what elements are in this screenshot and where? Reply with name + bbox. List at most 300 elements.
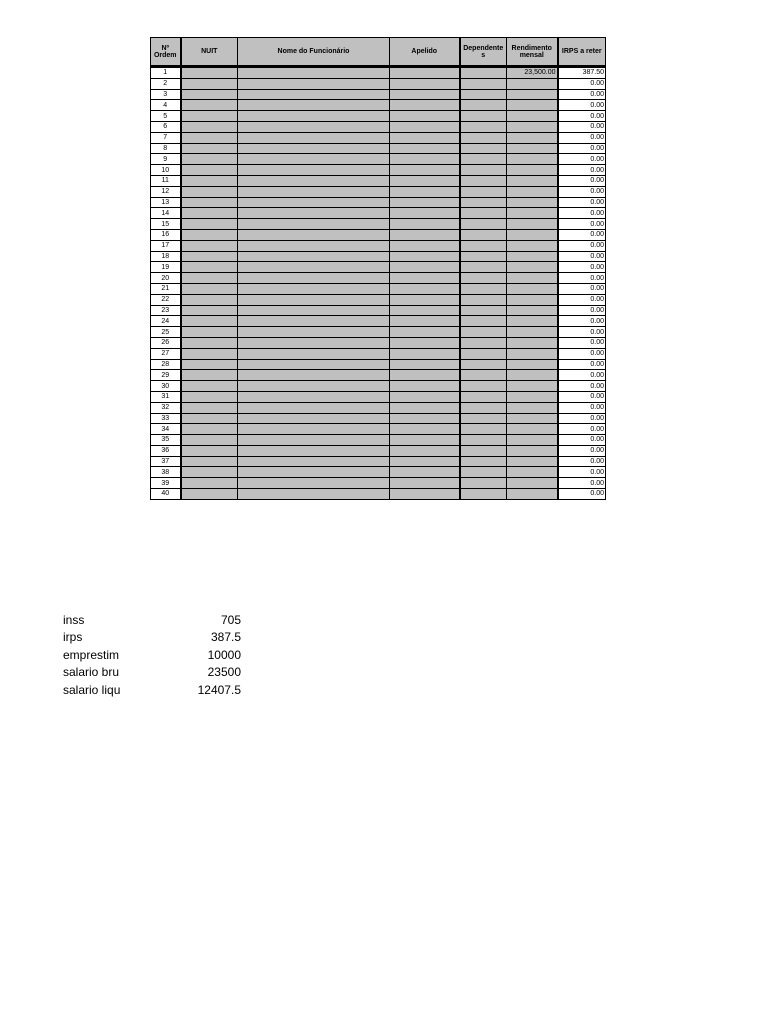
cell-apelido[interactable] — [390, 67, 460, 79]
cell-ordem: 38 — [151, 467, 181, 478]
cell-nome[interactable] — [238, 348, 390, 359]
cell-rendimento[interactable] — [507, 337, 558, 348]
cell-ordem: 23 — [151, 305, 181, 316]
cell-ordem: 19 — [151, 262, 181, 273]
cell-nuit[interactable] — [181, 197, 238, 208]
cell-apelido[interactable] — [390, 489, 460, 500]
cell-rendimento[interactable] — [507, 121, 558, 132]
cell-dependentes[interactable] — [460, 197, 507, 208]
cell-apelido[interactable] — [390, 240, 460, 251]
table-row — [151, 370, 606, 381]
cell-nuit[interactable] — [181, 154, 238, 165]
cell-nuit[interactable] — [181, 478, 238, 489]
cell-dependentes[interactable] — [460, 445, 507, 456]
cell-nome[interactable] — [238, 294, 390, 305]
cell-irps: 0.00 — [558, 435, 606, 446]
table-row — [151, 445, 606, 456]
cell-irps: 0.00 — [558, 467, 606, 478]
cell-nome[interactable] — [238, 165, 390, 176]
cell-ordem: 34 — [151, 424, 181, 435]
cell-nuit[interactable] — [181, 305, 238, 316]
cell-nuit[interactable] — [181, 445, 238, 456]
summary-row — [63, 629, 241, 647]
col-header-nome: Nome do Funcionário — [238, 38, 390, 67]
cell-nome[interactable] — [238, 337, 390, 348]
cell-dependentes[interactable] — [460, 251, 507, 262]
cell-nuit[interactable] — [181, 467, 238, 478]
cell-nuit[interactable] — [181, 229, 238, 240]
cell-nuit[interactable] — [181, 219, 238, 230]
cell-apelido[interactable] — [390, 121, 460, 132]
cell-dependentes[interactable] — [460, 316, 507, 327]
cell-nome[interactable] — [238, 251, 390, 262]
cell-dependentes[interactable] — [460, 219, 507, 230]
cell-irps: 0.00 — [558, 294, 606, 305]
cell-irps: 0.00 — [558, 424, 606, 435]
cell-irps: 0.00 — [558, 456, 606, 467]
table-row — [151, 316, 606, 327]
cell-nuit[interactable] — [181, 489, 238, 500]
cell-irps: 0.00 — [558, 240, 606, 251]
cell-ordem: 11 — [151, 175, 181, 186]
cell-nuit[interactable] — [181, 348, 238, 359]
table-row — [151, 391, 606, 402]
cell-ordem: 17 — [151, 240, 181, 251]
cell-irps: 0.00 — [558, 165, 606, 176]
table-row — [151, 348, 606, 359]
cell-nome[interactable] — [238, 391, 390, 402]
cell-nuit[interactable] — [181, 370, 238, 381]
cell-apelido[interactable] — [390, 337, 460, 348]
cell-nuit[interactable] — [181, 413, 238, 424]
cell-nuit[interactable] — [181, 165, 238, 176]
cell-irps: 0.00 — [558, 121, 606, 132]
cell-nuit[interactable] — [181, 240, 238, 251]
cell-irps: 0.00 — [558, 100, 606, 111]
cell-nuit[interactable] — [181, 111, 238, 122]
cell-ordem: 12 — [151, 186, 181, 197]
cell-dependentes[interactable] — [460, 67, 507, 79]
cell-nome[interactable] — [238, 327, 390, 338]
cell-dependentes[interactable] — [460, 208, 507, 219]
cell-nuit[interactable] — [181, 78, 238, 89]
cell-rendimento[interactable] — [507, 489, 558, 500]
cell-rendimento[interactable] — [507, 273, 558, 284]
cell-nome[interactable] — [238, 283, 390, 294]
cell-apelido[interactable] — [390, 402, 460, 413]
cell-nome[interactable] — [238, 445, 390, 456]
cell-rendimento[interactable] — [507, 219, 558, 230]
cell-rendimento[interactable] — [507, 78, 558, 89]
cell-nuit[interactable] — [181, 402, 238, 413]
cell-apelido[interactable] — [390, 348, 460, 359]
summary-label: emprestim — [63, 647, 120, 662]
table-row — [151, 67, 606, 79]
cell-apelido[interactable] — [390, 478, 460, 489]
cell-apelido[interactable] — [390, 132, 460, 143]
cell-rendimento[interactable] — [507, 143, 558, 154]
cell-nuit[interactable] — [181, 132, 238, 143]
cell-apelido[interactable] — [390, 294, 460, 305]
cell-ordem: 2 — [151, 78, 181, 89]
cell-rendimento[interactable] — [507, 424, 558, 435]
cell-rendimento[interactable] — [507, 327, 558, 338]
cell-dependentes[interactable] — [460, 348, 507, 359]
cell-rendimento[interactable] — [507, 359, 558, 370]
cell-nuit[interactable] — [181, 89, 238, 100]
table-row — [151, 78, 606, 89]
cell-irps: 0.00 — [558, 186, 606, 197]
cell-apelido[interactable] — [390, 359, 460, 370]
cell-irps: 0.00 — [558, 391, 606, 402]
cell-ordem: 14 — [151, 208, 181, 219]
cell-rendimento[interactable] — [507, 305, 558, 316]
cell-nuit[interactable] — [181, 121, 238, 132]
table-row — [151, 197, 606, 208]
cell-nome[interactable] — [238, 154, 390, 165]
cell-apelido[interactable] — [390, 175, 460, 186]
cell-dependentes[interactable] — [460, 456, 507, 467]
cell-irps: 0.00 — [558, 229, 606, 240]
cell-ordem: 5 — [151, 111, 181, 122]
cell-ordem: 30 — [151, 381, 181, 392]
cell-dependentes[interactable] — [460, 327, 507, 338]
cell-rendimento[interactable] — [507, 132, 558, 143]
table-row — [151, 175, 606, 186]
col-header-dependentes: Dependentes — [460, 38, 507, 67]
cell-nuit[interactable] — [181, 391, 238, 402]
cell-apelido[interactable] — [390, 445, 460, 456]
cell-nuit[interactable] — [181, 67, 238, 79]
cell-dependentes[interactable] — [460, 175, 507, 186]
cell-nome[interactable] — [238, 456, 390, 467]
cell-irps: 0.00 — [558, 445, 606, 456]
cell-ordem: 21 — [151, 283, 181, 294]
table-row — [151, 186, 606, 197]
table-row — [151, 89, 606, 100]
cell-rendimento[interactable] — [507, 240, 558, 251]
cell-apelido[interactable] — [390, 327, 460, 338]
cell-nome[interactable] — [238, 89, 390, 100]
table-row — [151, 143, 606, 154]
cell-rendimento[interactable] — [507, 391, 558, 402]
cell-dependentes[interactable] — [460, 489, 507, 500]
cell-irps: 0.00 — [558, 478, 606, 489]
cell-irps: 0.00 — [558, 305, 606, 316]
cell-apelido[interactable] — [390, 424, 460, 435]
cell-rendimento[interactable] — [507, 283, 558, 294]
cell-apelido[interactable] — [390, 391, 460, 402]
cell-apelido[interactable] — [390, 283, 460, 294]
summary-value: 23500 — [207, 665, 241, 680]
cell-irps: 0.00 — [558, 402, 606, 413]
cell-rendimento[interactable] — [507, 154, 558, 165]
cell-rendimento[interactable] — [507, 435, 558, 446]
cell-rendimento[interactable] — [507, 197, 558, 208]
cell-ordem: 27 — [151, 348, 181, 359]
cell-nuit[interactable] — [181, 456, 238, 467]
cell-nome[interactable] — [238, 489, 390, 500]
cell-nome[interactable] — [238, 143, 390, 154]
cell-apelido[interactable] — [390, 456, 460, 467]
table-row — [151, 251, 606, 262]
table-row — [151, 111, 606, 122]
cell-nuit[interactable] — [181, 262, 238, 273]
cell-nuit[interactable] — [181, 175, 238, 186]
cell-rendimento[interactable] — [507, 294, 558, 305]
cell-irps: 0.00 — [558, 316, 606, 327]
summary-value: 10000 — [207, 647, 241, 662]
table-row — [151, 435, 606, 446]
cell-nome[interactable] — [238, 467, 390, 478]
cell-nuit[interactable] — [181, 294, 238, 305]
table-row — [151, 219, 606, 230]
cell-ordem: 22 — [151, 294, 181, 305]
cell-dependentes[interactable] — [460, 305, 507, 316]
cell-apelido[interactable] — [390, 305, 460, 316]
col-header-nuit: NUIT — [181, 38, 238, 67]
cell-rendimento[interactable]: 23,500.00 — [507, 67, 558, 79]
cell-nuit[interactable] — [181, 273, 238, 284]
cell-nome[interactable] — [238, 381, 390, 392]
irps-grid — [150, 37, 606, 500]
cell-rendimento[interactable] — [507, 100, 558, 111]
cell-nome[interactable] — [238, 435, 390, 446]
cell-nome[interactable] — [238, 240, 390, 251]
summary-value: 12407.5 — [197, 682, 241, 697]
summary-label: irps — [63, 630, 83, 645]
cell-rendimento[interactable] — [507, 381, 558, 392]
cell-nome[interactable] — [238, 111, 390, 122]
cell-nuit[interactable] — [181, 186, 238, 197]
col-header-rendimento: Rendimento mensal — [507, 38, 558, 67]
cell-nuit[interactable] — [181, 424, 238, 435]
cell-rendimento[interactable] — [507, 478, 558, 489]
cell-apelido[interactable] — [390, 111, 460, 122]
cell-nuit[interactable] — [181, 316, 238, 327]
cell-rendimento[interactable] — [507, 186, 558, 197]
cell-ordem: 31 — [151, 391, 181, 402]
cell-nome[interactable] — [238, 67, 390, 79]
cell-irps: 0.00 — [558, 154, 606, 165]
table-row — [151, 327, 606, 338]
cell-dependentes[interactable] — [460, 294, 507, 305]
summary-row — [63, 664, 241, 682]
cell-dependentes[interactable] — [460, 273, 507, 284]
cell-apelido[interactable] — [390, 413, 460, 424]
table-row — [151, 273, 606, 284]
cell-nuit[interactable] — [181, 359, 238, 370]
cell-nome[interactable] — [238, 424, 390, 435]
cell-irps: 0.00 — [558, 78, 606, 89]
cell-apelido[interactable] — [390, 273, 460, 284]
cell-rendimento[interactable] — [507, 111, 558, 122]
summary-label: inss — [63, 612, 85, 627]
cell-apelido[interactable] — [390, 435, 460, 446]
cell-dependentes[interactable] — [460, 413, 507, 424]
cell-dependentes[interactable] — [460, 121, 507, 132]
cell-rendimento[interactable] — [507, 456, 558, 467]
cell-ordem: 15 — [151, 219, 181, 230]
cell-dependentes[interactable] — [460, 370, 507, 381]
cell-nuit[interactable] — [181, 283, 238, 294]
cell-nome[interactable] — [238, 273, 390, 284]
cell-dependentes[interactable] — [460, 478, 507, 489]
cell-dependentes[interactable] — [460, 435, 507, 446]
cell-nuit[interactable] — [181, 100, 238, 111]
cell-apelido[interactable] — [390, 197, 460, 208]
cell-rendimento[interactable] — [507, 316, 558, 327]
cell-rendimento[interactable] — [507, 251, 558, 262]
cell-dependentes[interactable] — [460, 262, 507, 273]
cell-apelido[interactable] — [390, 370, 460, 381]
cell-dependentes[interactable] — [460, 89, 507, 100]
cell-nome[interactable] — [238, 197, 390, 208]
cell-dependentes[interactable] — [460, 402, 507, 413]
cell-ordem: 36 — [151, 445, 181, 456]
cell-dependentes[interactable] — [460, 165, 507, 176]
cell-rendimento[interactable] — [507, 467, 558, 478]
cell-dependentes[interactable] — [460, 78, 507, 89]
cell-nome[interactable] — [238, 186, 390, 197]
cell-nuit[interactable] — [181, 251, 238, 262]
cell-rendimento[interactable] — [507, 89, 558, 100]
cell-nome[interactable] — [238, 121, 390, 132]
cell-rendimento[interactable] — [507, 370, 558, 381]
cell-nuit[interactable] — [181, 435, 238, 446]
cell-nuit[interactable] — [181, 381, 238, 392]
cell-rendimento[interactable] — [507, 165, 558, 176]
cell-dependentes[interactable] — [460, 240, 507, 251]
summary-value: 387.5 — [210, 630, 241, 645]
table-row — [151, 424, 606, 435]
summary-label: salario bru — [63, 665, 120, 680]
cell-apelido[interactable] — [390, 186, 460, 197]
cell-apelido[interactable] — [390, 100, 460, 111]
cell-nome[interactable] — [238, 100, 390, 111]
cell-ordem: 4 — [151, 100, 181, 111]
cell-apelido[interactable] — [390, 467, 460, 478]
cell-nome[interactable] — [238, 359, 390, 370]
cell-dependentes[interactable] — [460, 229, 507, 240]
cell-dependentes[interactable] — [460, 391, 507, 402]
cell-dependentes[interactable] — [460, 132, 507, 143]
cell-dependentes[interactable] — [460, 100, 507, 111]
cell-irps: 0.00 — [558, 143, 606, 154]
cell-apelido[interactable] — [390, 89, 460, 100]
cell-irps: 0.00 — [558, 111, 606, 122]
cell-nome[interactable] — [238, 78, 390, 89]
cell-irps: 0.00 — [558, 413, 606, 424]
table-row — [151, 165, 606, 176]
cell-dependentes[interactable] — [460, 154, 507, 165]
cell-nome[interactable] — [238, 370, 390, 381]
cell-nome[interactable] — [238, 305, 390, 316]
table-row — [151, 478, 606, 489]
cell-ordem: 9 — [151, 154, 181, 165]
header-row — [151, 38, 606, 67]
cell-irps: 0.00 — [558, 89, 606, 100]
cell-ordem: 39 — [151, 478, 181, 489]
cell-apelido[interactable] — [390, 78, 460, 89]
summary-label: salario liqu — [63, 682, 121, 697]
table-row — [151, 283, 606, 294]
cell-irps: 0.00 — [558, 175, 606, 186]
cell-nuit[interactable] — [181, 337, 238, 348]
cell-irps: 0.00 — [558, 251, 606, 262]
cell-nome[interactable] — [238, 316, 390, 327]
cell-nome[interactable] — [238, 208, 390, 219]
cell-apelido[interactable] — [390, 381, 460, 392]
cell-nome[interactable] — [238, 262, 390, 273]
cell-rendimento[interactable] — [507, 413, 558, 424]
cell-nuit[interactable] — [181, 327, 238, 338]
table-row — [151, 402, 606, 413]
cell-nome[interactable] — [238, 229, 390, 240]
cell-apelido[interactable] — [390, 229, 460, 240]
cell-apelido[interactable] — [390, 208, 460, 219]
table-row — [151, 337, 606, 348]
cell-dependentes[interactable] — [460, 186, 507, 197]
cell-nome[interactable] — [238, 478, 390, 489]
cell-apelido[interactable] — [390, 316, 460, 327]
cell-apelido[interactable] — [390, 165, 460, 176]
cell-apelido[interactable] — [390, 154, 460, 165]
cell-rendimento[interactable] — [507, 445, 558, 456]
cell-irps: 0.00 — [558, 327, 606, 338]
cell-dependentes[interactable] — [460, 381, 507, 392]
cell-ordem: 20 — [151, 273, 181, 284]
cell-dependentes[interactable] — [460, 111, 507, 122]
cell-ordem: 18 — [151, 251, 181, 262]
cell-apelido[interactable] — [390, 262, 460, 273]
cell-apelido[interactable] — [390, 251, 460, 262]
cell-dependentes[interactable] — [460, 283, 507, 294]
cell-irps: 0.00 — [558, 370, 606, 381]
cell-ordem: 40 — [151, 489, 181, 500]
cell-irps: 0.00 — [558, 273, 606, 284]
table-row — [151, 467, 606, 478]
cell-irps: 0.00 — [558, 337, 606, 348]
cell-nuit[interactable] — [181, 143, 238, 154]
cell-irps: 0.00 — [558, 359, 606, 370]
cell-dependentes[interactable] — [460, 337, 507, 348]
cell-dependentes[interactable] — [460, 424, 507, 435]
cell-irps: 0.00 — [558, 132, 606, 143]
cell-nome[interactable] — [238, 402, 390, 413]
cell-nome[interactable] — [238, 132, 390, 143]
cell-dependentes[interactable] — [460, 467, 507, 478]
cell-dependentes[interactable] — [460, 143, 507, 154]
cell-ordem: 32 — [151, 402, 181, 413]
cell-rendimento[interactable] — [507, 402, 558, 413]
table-row — [151, 359, 606, 370]
cell-apelido[interactable] — [390, 143, 460, 154]
cell-nome[interactable] — [238, 413, 390, 424]
cell-rendimento[interactable] — [507, 348, 558, 359]
cell-rendimento[interactable] — [507, 175, 558, 186]
cell-apelido[interactable] — [390, 219, 460, 230]
cell-ordem: 24 — [151, 316, 181, 327]
cell-rendimento[interactable] — [507, 262, 558, 273]
cell-nuit[interactable] — [181, 208, 238, 219]
table-row — [151, 294, 606, 305]
cell-rendimento[interactable] — [507, 208, 558, 219]
cell-rendimento[interactable] — [507, 229, 558, 240]
cell-nome[interactable] — [238, 219, 390, 230]
cell-nome[interactable] — [238, 175, 390, 186]
cell-dependentes[interactable] — [460, 359, 507, 370]
